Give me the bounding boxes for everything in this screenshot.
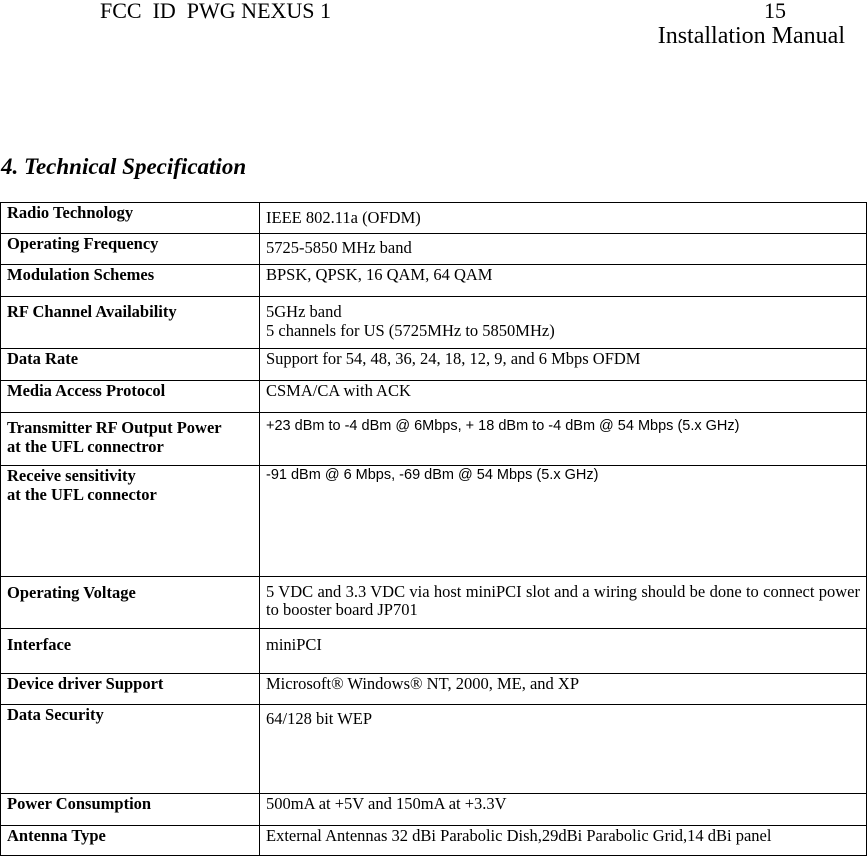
spec-label: Interface <box>1 629 260 674</box>
spec-label: Data Security <box>1 705 260 794</box>
spec-label-line: at the UFL connectror <box>7 437 164 456</box>
spec-value: 64/128 bit WEP <box>260 705 867 794</box>
spec-label <box>1 466 260 577</box>
spec-label: Operating Frequency <box>1 234 260 265</box>
spec-row-data-security <box>1 705 867 794</box>
spec-row-antenna-type <box>1 826 867 856</box>
spec-label-line: at the UFL connector <box>7 485 157 504</box>
spec-label: Radio Technology <box>1 203 260 234</box>
spec-value: 5725-5850 MHz band <box>260 234 867 265</box>
spec-value: External Antennas 32 dBi Parabolic Dish,29dBi Parabolic Grid,14 dBi panel <box>260 826 867 856</box>
spec-label: Power Consumption <box>1 794 260 826</box>
spec-label: Operating Voltage <box>1 577 260 629</box>
spec-value-line: 5 channels for US (5725MHz to 5850MHz) <box>266 321 555 340</box>
spec-label: Device driver Support <box>1 674 260 705</box>
spec-label: Media Access Protocol <box>1 381 260 413</box>
spec-row-media-access-protocol <box>1 381 867 413</box>
spec-value: 5 VDC and 3.3 VDC via host miniPCI slot and a wiring should be done to connect power to booster board JP701 <box>260 577 867 629</box>
spec-row-receive-sensitivity <box>1 466 867 577</box>
spec-row-radio-technology <box>1 203 867 234</box>
spec-value: +23 dBm to -4 dBm @ 6Mbps, + 18 dBm to -4 dBm @ 54 Mbps (5.x GHz) <box>260 413 867 466</box>
spec-row-operating-frequency <box>1 234 867 265</box>
spec-value: IEEE 802.11a (OFDM) <box>260 203 867 234</box>
spec-label: Data Rate <box>1 349 260 381</box>
spec-value: -91 dBm @ 6 Mbps, -69 dBm @ 54 Mbps (5.x GHz) <box>260 466 867 577</box>
spec-value: Support for 54, 48, 36, 24, 18, 12, 9, and 6 Mbps OFDM <box>260 349 867 381</box>
spec-value <box>260 297 867 349</box>
spec-row-data-rate <box>1 349 867 381</box>
spec-label: Modulation Schemes <box>1 265 260 297</box>
spec-row-rf-channel-availability <box>1 297 867 349</box>
spec-value: 500mA at +5V and 150mA at +3.3V <box>260 794 867 826</box>
manual-title: Installation Manual <box>657 23 845 49</box>
spec-table <box>0 202 867 856</box>
spec-value: CSMA/CA with ACK <box>260 381 867 413</box>
spec-label-line: Receive sensitivity <box>7 466 136 485</box>
spec-value: miniPCI <box>260 629 867 674</box>
spec-value-line: 5GHz band <box>266 302 342 321</box>
page-number: 15 <box>764 0 786 23</box>
spec-row-power-consumption <box>1 794 867 826</box>
spec-label <box>1 413 260 466</box>
spec-row-operating-voltage <box>1 577 867 629</box>
spec-label: RF Channel Availability <box>1 297 260 349</box>
spec-row-transmitter-rf-output-power <box>1 413 867 466</box>
spec-value: Microsoft® Windows® NT, 2000, ME, and XP <box>260 674 867 705</box>
spec-value: BPSK, QPSK, 16 QAM, 64 QAM <box>260 265 867 297</box>
spec-label-line: Transmitter RF Output Power <box>7 418 222 437</box>
section-title: 4. Technical Specification <box>1 154 247 179</box>
spec-row-modulation-schemes <box>1 265 867 297</box>
spec-row-device-driver-support <box>1 674 867 705</box>
fcc-id-header: FCC ID PWG NEXUS 1 <box>100 0 332 23</box>
spec-label: Antenna Type <box>1 826 260 856</box>
spec-row-interface <box>1 629 867 674</box>
